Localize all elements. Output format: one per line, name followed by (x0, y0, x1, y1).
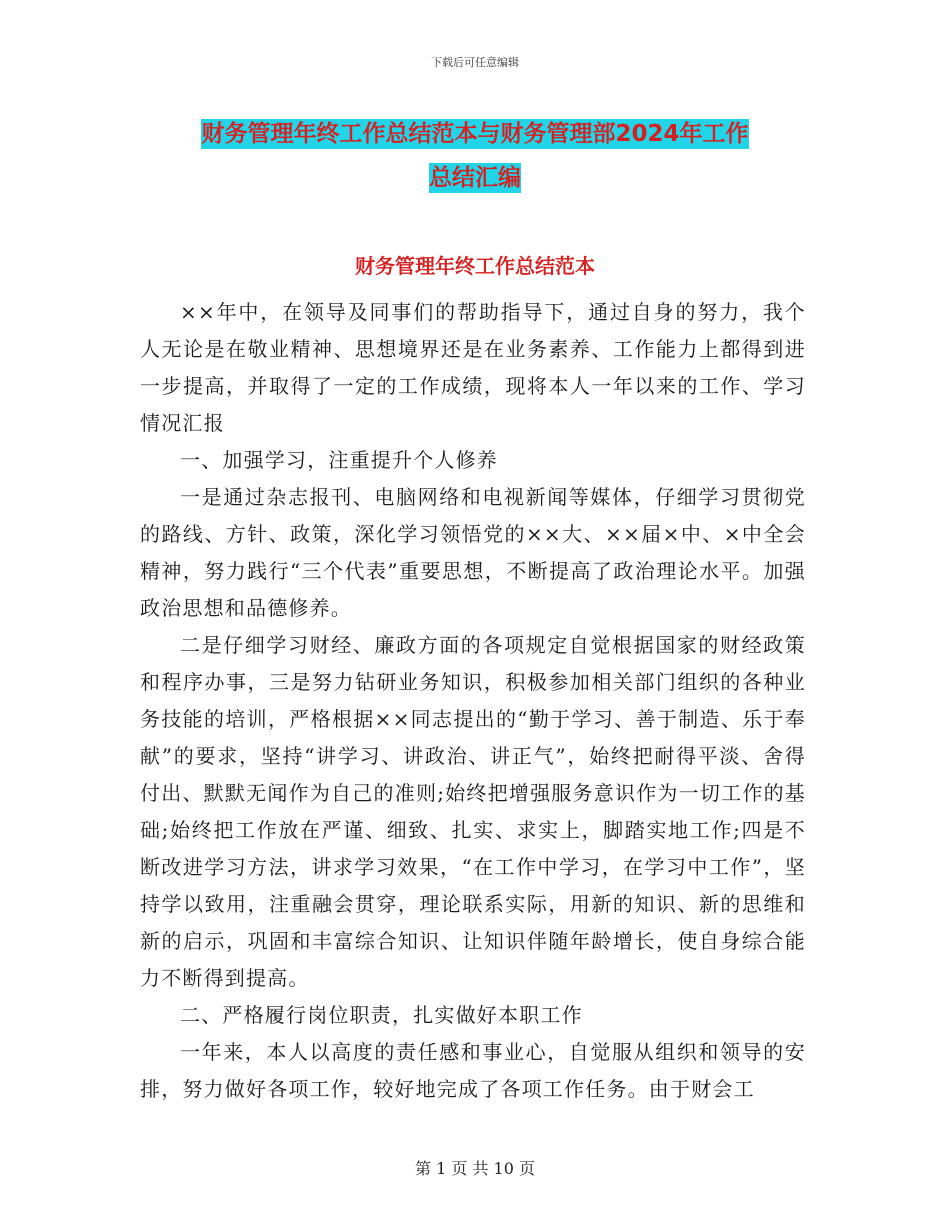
header-note: 下载后可任意编辑 (431, 56, 519, 69)
document-title-line-1: 财务管理年终工作总结范本与财务管理部2024年工作 (201, 121, 749, 147)
paragraph: ××年中，在领导及同事们的帮助指导下，通过自身的努力，我个人无论是在敬业精神、思想境界还是在业务素养、工作能力上都得到进一步提高，并取得了一定的工作成绩，现将本人一年以来的工作、学习情况汇报 (140, 300, 806, 435)
document-title-line-2: 总结汇编 (429, 165, 521, 191)
paragraph: 一、加强学习，注重提升个人修养 (180, 448, 498, 472)
paragraph: 二、严格履行岗位职责，扎实做好本职工作 (180, 1003, 583, 1027)
document-body (140, 294, 806, 1108)
section-title: 财务管理年终工作总结范本 (355, 254, 595, 278)
paragraph: 一是通过杂志报刊、电脑网络和电视新闻等媒体，仔细学习贯彻党的路线、方针、政策，深化学习领悟党的××大、××届×中、×中全会精神，努力践行“三个代表”重要思想，不断提高了政治理论水平。加强政治思想和品德修养。 (140, 485, 806, 620)
page-number: 第 1 页 共 10 页 (415, 1159, 535, 1178)
paragraph: 一年来，本人以高度的责任感和事业心，自觉服从组织和领导的安排，努力做好各项工作，较好地完成了各项工作任务。由于财会工 (140, 1040, 806, 1101)
document-title (140, 112, 810, 200)
paragraph: 二是仔细学习财经、廉政方面的各项规定自觉根据国家的财经政策和程序办事，三是努力钻研业务知识，积极参加相关部门组织的各种业务技能的培训，严格根据××同志提出的“勤于学习、善于制造、乐于奉献”的要求，坚持“讲学习、讲政治、讲正气”，始终把耐得平淡、舍得付出、默默无闻作为自己的准则;始终把增强服务意识作为一切工作的基础;始终把工作放在严谨、细致、扎实、求实上，脚踏实地工作;四是不断改进学习方法，讲求学习效果，“在工作中学习，在学习中工作”，坚持学以致用，注重融会贯穿，理论联系实际，用新的知识、新的思维和新的启示，巩固和丰富综合知识、让知识伴随年龄增长，使自身综合能力不断得到提高。 (140, 633, 806, 990)
